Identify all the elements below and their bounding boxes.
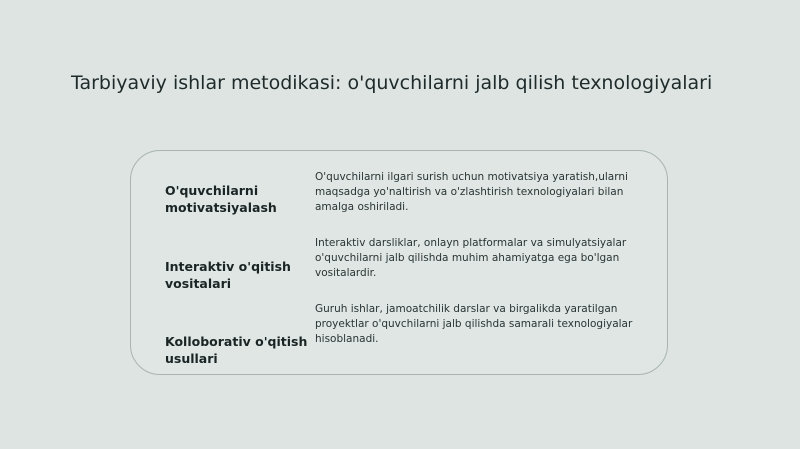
description-motivation: O'quvchilarni ilgari surish uchun motivatsiya yaratish,ularni maqsadga yo'naltirish va o'zlashtirish texnologiyalari bilan amalga oshiriladi. — [315, 171, 628, 213]
description-collaborative-methods: Guruh ishlar, jamoatchilik darslar va birgalikda yaratilgan proyektlar o'quvchilarni jalb qilishda samarali texnologiyalar hisoblanadi. — [315, 303, 633, 345]
term-interactive-tools: Interaktiv o'qitish vositalari — [165, 259, 291, 291]
description-interactive-tools: Interaktiv darsliklar, onlayn platformalar va simulyatsiyalar o'quvchilarni jalb qilishda muhim ahamiyatga ega bo'lgan vositalardir. — [315, 237, 627, 279]
slide-title: Tarbiyaviy ishlar metodikasi: o'quvchilarni jalb qilish texnologiyalari — [71, 72, 713, 94]
term-collaborative-methods: Kolloborativ o'qitish usullari — [165, 334, 308, 366]
term-motivation: O'quvchilarni motivatsiyalash — [165, 183, 277, 215]
